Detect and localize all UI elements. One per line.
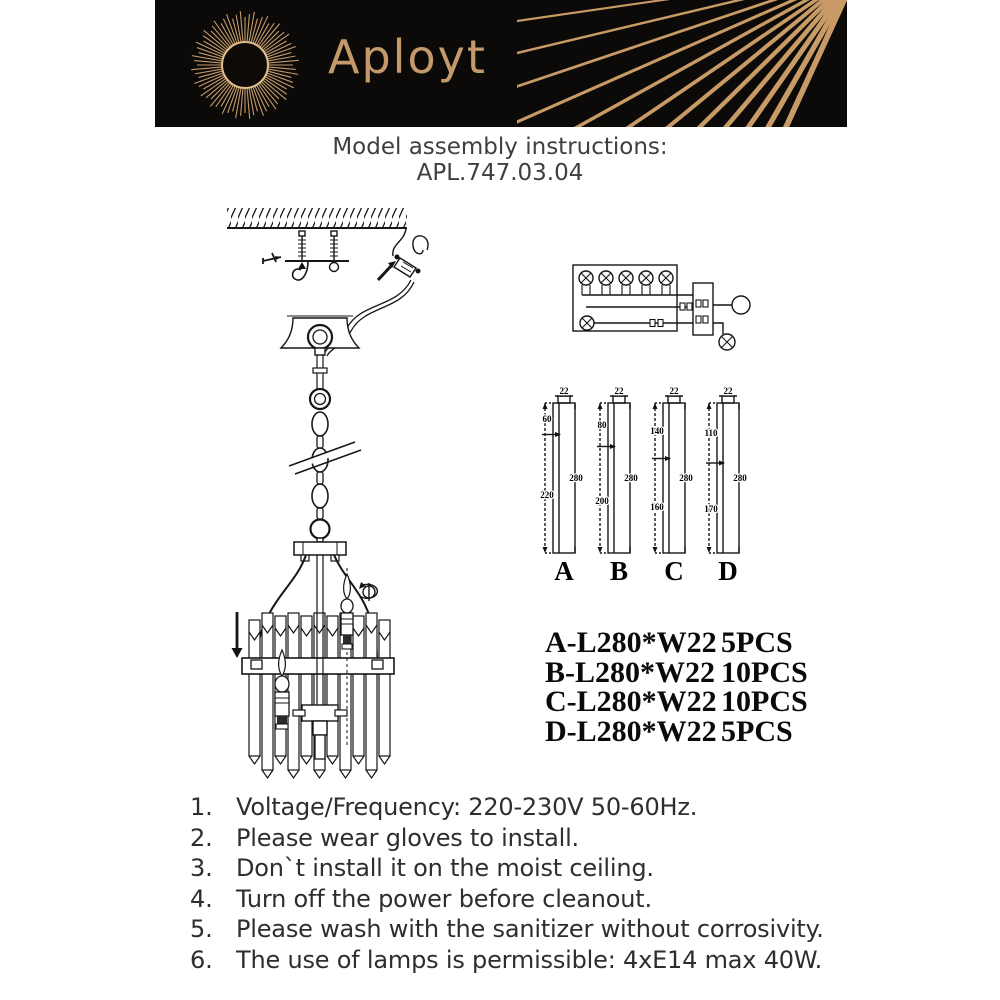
- part-qty: 5PCS: [721, 626, 793, 659]
- part-qty: 10PCS: [721, 655, 808, 689]
- svg-text:140: 140: [650, 425, 664, 436]
- model-number: APL.747.03.04: [416, 160, 584, 186]
- part-code: C-L280*W22: [545, 685, 717, 718]
- instruction-text: Don`t install it on the moist ceiling.: [236, 854, 654, 883]
- svg-text:160: 160: [650, 501, 664, 512]
- diagonal-rays-icon: [517, 0, 847, 127]
- svg-text:280: 280: [733, 473, 747, 483]
- part-row: [545, 655, 808, 689]
- svg-text:280: 280: [624, 473, 638, 483]
- chandelier-diagram: [175, 200, 445, 790]
- crystal-bars-diagram: [523, 385, 753, 590]
- crystal-bar-C: [650, 386, 693, 586]
- instruction-item: [190, 853, 824, 884]
- part-row: [545, 714, 808, 748]
- instruction-text: Turn off the power before cleanout.: [236, 884, 652, 913]
- svg-text:22: 22: [559, 386, 569, 396]
- instruction-text: The use of lamps is permissible: 4xE14 max 40W.: [236, 945, 823, 974]
- brand-logo-text: Aployt: [328, 30, 487, 84]
- instruction-number: 4.: [190, 884, 213, 913]
- parts-list: [545, 628, 808, 746]
- instruction-item: [190, 945, 824, 976]
- part-code: A-L280*W22: [545, 626, 717, 659]
- svg-text:220: 220: [540, 489, 554, 500]
- instruction-list: [190, 792, 824, 976]
- part-row: [545, 687, 808, 717]
- part-qty: 5PCS: [721, 714, 793, 748]
- crystal-bar-D: [704, 386, 747, 586]
- svg-text:110: 110: [704, 428, 718, 438]
- instruction-item: [190, 823, 824, 854]
- instruction-text: Voltage/Frequency: 220-230V 50-60Hz.: [236, 793, 698, 821]
- instruction-number: 2.: [190, 823, 213, 852]
- instruction-number: 6.: [190, 945, 213, 974]
- crystal-bar-A: [540, 386, 583, 586]
- svg-text:280: 280: [569, 473, 583, 483]
- svg-text:170: 170: [704, 504, 718, 514]
- svg-text:D: D: [718, 556, 738, 586]
- header-banner: [155, 0, 847, 127]
- instruction-item: [190, 914, 824, 945]
- instruction-number: 1.: [190, 793, 213, 821]
- part-code: B-L280*W22: [545, 655, 716, 689]
- part-row: [545, 628, 808, 658]
- svg-text:C: C: [664, 556, 684, 586]
- instruction-text: Please wash with the sanitizer without corrosivity.: [236, 915, 824, 944]
- part-qty: 10PCS: [721, 685, 808, 718]
- svg-text:22: 22: [723, 386, 733, 396]
- instruction-text: Please wear gloves to install.: [236, 823, 579, 852]
- svg-text:A: A: [554, 556, 574, 586]
- svg-text:200: 200: [595, 495, 609, 506]
- instruction-number: 5.: [190, 915, 213, 944]
- svg-text:60: 60: [542, 413, 552, 424]
- assembly-title: Model assembly instructions:: [332, 134, 668, 160]
- svg-text:80: 80: [597, 419, 607, 430]
- svg-text:B: B: [609, 556, 629, 586]
- instruction-number: 3.: [190, 854, 213, 883]
- part-code: D-L280*W22: [545, 714, 717, 748]
- svg-text:22: 22: [614, 386, 624, 396]
- svg-text:22: 22: [669, 386, 679, 396]
- svg-text:280: 280: [679, 473, 693, 483]
- wiring-diagram: [555, 243, 865, 361]
- instruction-item: [190, 884, 824, 915]
- title-block: [0, 134, 1000, 186]
- sunburst-icon: [185, 2, 305, 127]
- instruction-item: [190, 792, 824, 823]
- crystal-bar-B: [595, 386, 638, 586]
